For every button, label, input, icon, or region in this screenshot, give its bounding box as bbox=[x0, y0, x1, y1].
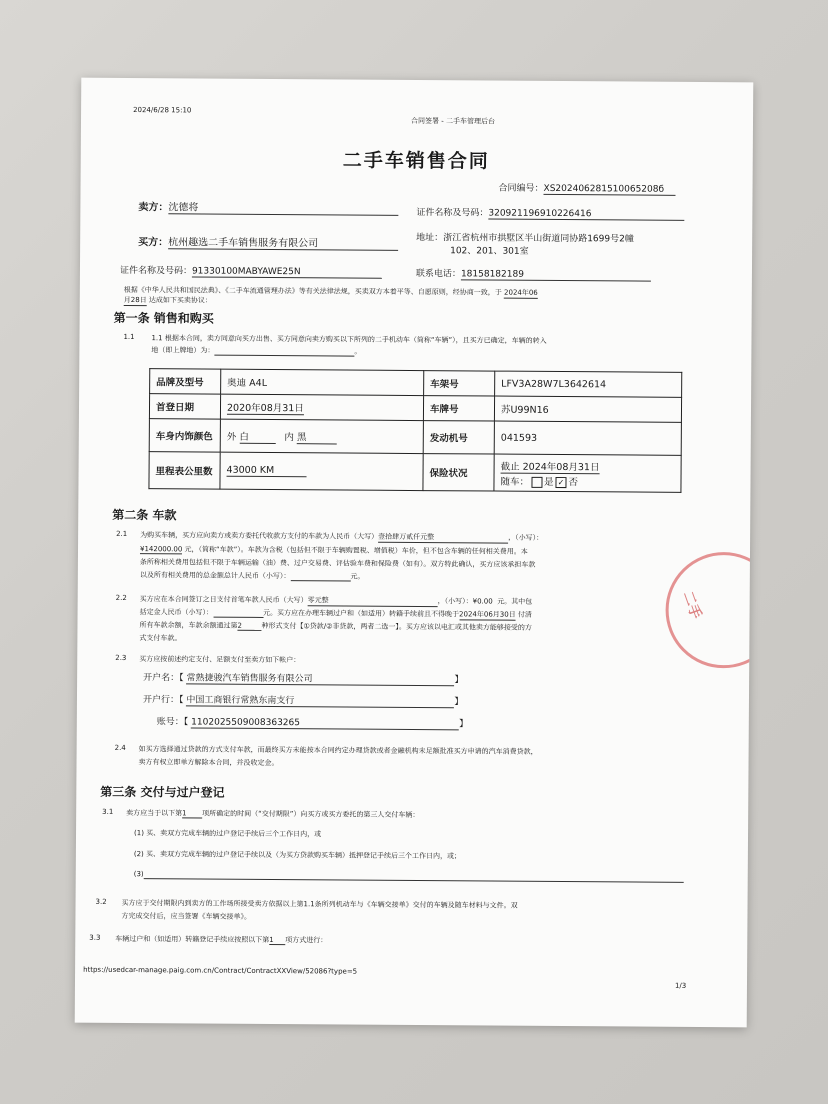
p32-line1: 买方应于交付期限内到卖方的工作场所接受卖方依据以上第1.1条所列机动车与《车辆交接单》交付的车辆及随车材料与文件。双 bbox=[121, 898, 518, 910]
engine-label: 发动机号 bbox=[423, 421, 494, 454]
table-row bbox=[149, 394, 681, 423]
print-datetime: 2024/6/28 15:10 bbox=[133, 106, 192, 115]
color-value: 外 白 内 黑 bbox=[220, 419, 423, 453]
account-no-row: 账号：【 1102025509008363265 】 bbox=[156, 717, 469, 730]
p23-line1: 买方应按前述约定支付、足额支付至卖方如下帐户： bbox=[139, 655, 301, 665]
brand-label: 品牌及型号 bbox=[150, 369, 221, 394]
insurance-value: 截止 2024年08月31日 随车： 是 ✓ 否 bbox=[494, 454, 681, 492]
p24-line2: 卖方有权立即单方解除本合同，并没收定金。 bbox=[138, 758, 279, 768]
km-label: 里程表公里数 bbox=[149, 452, 220, 489]
p21-line2: ¥142000.00 元，（简称“车款”）。车款为含税（包括但不限于车辆购置税、增值税）车价，但不包含车辆的任何相关费用。本 bbox=[139, 545, 528, 556]
table-row bbox=[149, 419, 681, 456]
p31-option-2: (2) 买、卖双方完成车辆的过户登记手续以及（为买方贷款购买车辆）抵押登记手续后三个工作日内，或； bbox=[133, 850, 462, 861]
p21-line3: 条所称相关费用包括但不限于车辆运输（油）费、过户交易费、评估验车费和保险费（如有）。双方特此确认，买方应该承担车款 bbox=[139, 558, 536, 569]
plate-value: 苏U99N16 bbox=[494, 396, 681, 422]
p31-option-3: (3) bbox=[134, 870, 684, 883]
buyer-row: 买方：杭州趣选二手车销售服务有限公司 bbox=[138, 233, 398, 251]
table-row bbox=[149, 452, 681, 493]
p21-num: 2.1 bbox=[116, 529, 128, 538]
p24-num: 2.4 bbox=[114, 743, 126, 752]
p22-num: 2.2 bbox=[115, 593, 127, 602]
km-value: 43000 KM bbox=[220, 452, 423, 490]
p31-line: 卖方应当于以下第1 项所确定的时间（“交付期限”）向买方或买方委托的第三人交付车辆： bbox=[126, 808, 420, 820]
p22-line3: 所有车款余额，车款余额通过第2 种形式支付【①贷款/②非贷款，两者二选一】。买方应该以电汇或其他卖方能够接受的方 bbox=[139, 621, 532, 632]
insurance-label: 保险状况 bbox=[423, 454, 494, 491]
art1-text2: 地（即上牌地）为： 。 bbox=[151, 346, 362, 356]
p22-line2: 括定金人民币（小写）： 元。买方应在办理车辆过户和（如适用）转籍手续前且不得晚于2024年06月30日 付清 bbox=[139, 608, 532, 619]
contract-page bbox=[75, 78, 754, 1028]
vin-label: 车架号 bbox=[424, 371, 495, 396]
p21-line4: 以及所有相关费用的总金额总计人民币（小写）： 元。 bbox=[139, 571, 365, 581]
p22-line1: 买方应在本合同签订之日支付首笔车款人民币（大写）零元整 ，（小写）：¥0.00 元。其中包 bbox=[139, 595, 533, 606]
table-row bbox=[150, 369, 682, 398]
contract-no: 合同编号：XS202406281510065208б bbox=[499, 181, 676, 196]
buyer-address-2: 102、201、301室 bbox=[450, 246, 529, 257]
article-3-title: 第三条 交付与过户登记 bbox=[100, 784, 225, 800]
company-seal: 二手 bbox=[665, 552, 753, 669]
p21-line1: 为购买车辆，买方应向卖方或卖方委托代收款方支付的车款为人民币（大写）壹拾肆万贰仟元整 ，（小写）： bbox=[140, 531, 544, 542]
p33-num: 3.3 bbox=[89, 933, 101, 942]
p32-line2: 方完成交付后，应当签署《车辆交接单》。 bbox=[121, 911, 251, 921]
engine-value: 041593 bbox=[494, 421, 681, 455]
vin-value: LFV3A28W7L3642614 bbox=[495, 371, 682, 397]
p32-num: 3.2 bbox=[95, 897, 107, 906]
page-title: 二手车销售合同 bbox=[342, 149, 490, 173]
page-number: 1/3 bbox=[674, 981, 687, 990]
footer-url: https://usedcar-manage.paig.com.cn/Contract/ContractXXView/52086?type=5 bbox=[83, 965, 358, 976]
preamble-line2: 月28日 达成如下买卖协议： bbox=[123, 295, 212, 305]
article-1-title: 第一条 销售和购买 bbox=[113, 310, 214, 326]
p24-line1: 如买方选择通过贷款的方式支付车款，而最终买方未能按本合同约定办理贷款或者金融机构未足额批准买方申请的汽车消费贷款， bbox=[138, 745, 538, 756]
insurance-yes-checkbox[interactable] bbox=[531, 476, 542, 487]
p23-num: 2.3 bbox=[115, 653, 127, 662]
art1-text1: 1.1 根据本合同，卖方同意向买方出售、买方同意向卖方购买以下所列的二手机动车（简称“车辆”），且买方已确定，车辆的转入 bbox=[151, 334, 547, 345]
p31-num: 3.1 bbox=[102, 807, 114, 816]
p31-option-1: (1) 买、卖双方完成车辆的过户登记手续后三个工作日内，或 bbox=[134, 829, 322, 839]
buyer-phone-row: 联系电话：18158182189 bbox=[416, 266, 651, 282]
seller-id-row: 证件名称及号码：320921196910226416 bbox=[416, 205, 684, 221]
p22-line4: 式支付车款。 bbox=[139, 634, 182, 643]
brand-value: 奥迪 A4L bbox=[221, 369, 424, 395]
print-system: 合同签署 - 二手车管理后台 bbox=[410, 116, 496, 126]
reg-date-value: 2020年08月31日 bbox=[220, 394, 423, 420]
bank-row: 开户行：【 中国工商银行常熟东南支行 】 bbox=[143, 692, 463, 708]
insurance-no-checkbox[interactable]: ✓ bbox=[555, 476, 566, 487]
reg-date-label: 首登日期 bbox=[149, 394, 220, 419]
article-2-title: 第二条 车款 bbox=[112, 507, 177, 523]
p33-line: 车辆过户和（如适用）转籍登记手续应按照以下第1 项方式进行： bbox=[115, 934, 328, 945]
buyer-address: 地址：浙江省杭州市拱墅区半山街道同协路1699号2幢 bbox=[416, 233, 634, 245]
plate-label: 车牌号 bbox=[423, 396, 494, 421]
preamble-line1: 根据《中华人民共和国民法典》、《二手车流通管理办法》等有关法律法规，买卖双方本着平等、自愿原则，经协商一致，于 2024年06 bbox=[123, 285, 538, 297]
vehicle-table bbox=[148, 368, 682, 493]
buyer-id-row: 证件名称及号码：91330100MABYAWE25N bbox=[120, 263, 382, 279]
color-label: 车身内饰颜色 bbox=[149, 419, 220, 452]
account-name-row: 开户名：【 常熟捷骏汽车销售服务有限公司 】 bbox=[143, 670, 463, 686]
seller-row: 卖方：沈德将 bbox=[138, 198, 398, 216]
art1-num: 1.1 bbox=[123, 332, 135, 342]
